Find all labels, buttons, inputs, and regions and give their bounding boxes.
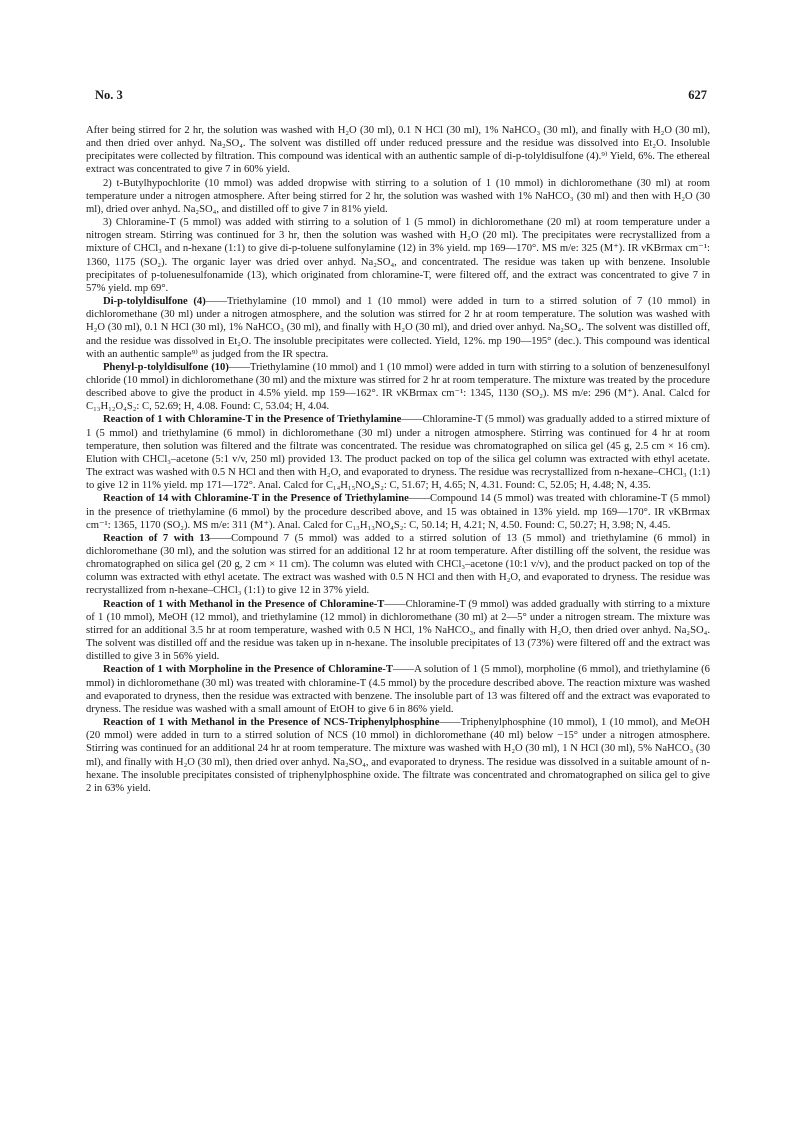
section-text: ——Triphenylphosphine (10 mmol), 1 (10 mmol), and MeOH (20 mmol) were added in turn to a stirred solution of NCS (10 mmol) in dichloromethane (40 ml) below −15° under a nitrogen atmosphere. Stirring was continued for an additional 24 hr at room temperature. The mixture was washed with H₂O (30 ml), 1 N HCl (30 ml), 5% NaHCO₃ (30 ml), and finally with H₂O (30 ml), then dried over anhyd. Na₂SO₄, and evaporated to dryness. The residue was dissolved in a suitable amount of n-hexane. The insoluble precipitates consisted of triphenylphosphine oxide. The filtrate was concentrated and chromatographed on silica gel to give 2 in 63% yield.: [86, 717, 711, 794]
section-heading: Reaction of 1 with Morpholine in the Presence of Chloramine-T: [102, 664, 393, 676]
article-body: [86, 124, 710, 795]
section-heading: Reaction of 7 with 13: [102, 532, 210, 544]
section-reaction-1-morpholine: [86, 663, 710, 716]
section-text: ——Compound 14 (5 mmol) was treated with chloramine-T (5 mmol) in the presence of triethylamine (6 mmol) by the procedure described above, and 15 was obtained in 13% yield. mp 169—170°. IR νKBrmax cm⁻¹: 1365, 1170 (SO₂). MS m/e: 311 (M⁺). Anal. Calcd for C₁₃H₁₃NO₄S₂: C, 50.14; H, 4.21; N, 4.50. Found: C, 50.27; H, 3.98; N, 4.45.: [86, 493, 710, 531]
section-heading: Reaction of 1 with Methanol in the Presence of NCS-Triphenylphosphine: [102, 717, 440, 729]
section-reaction-7-with-13: [86, 532, 710, 598]
section-di-p-tolyldisulfone: [86, 295, 710, 361]
section-text: ——Chloramine-T (5 mmol) was gradually added to a stirred mixture of 1 (5 mmol) and triethylamine (6 mmol) in dichloromethane (30 ml) under a nitrogen atmosphere. Stirring was continued for 4 hr at room temperature, then solution was filtered and the filtrate was concentrated. The residue was chromatographed on silica gel (45 g, 2.5 cm × 16 cm). Elution with CHCl₃–acetone (5:1 v/v, 250 ml) provided 13. The product packed on top of the silica gel column was extracted with ethyl acetate. The extract was washed with 0.5 N HCl and then with H₂O, and evaporated to dryness. The residue was recrystallized from n-hexane–CHCl₃ (1:1) to give 12 in 11% yield. mp 171—172°. Anal. Calcd for C₁₄H₁₅NO₄S₂: C, 51.67; H, 4.65; N, 4.31. Found: C, 52.05; H, 4.48; N, 4.35.: [86, 414, 711, 492]
section-heading: Reaction of 1 with Methanol in the Presence of Chloramine-T: [102, 598, 385, 610]
paragraph-continued: After being stirred for 2 hr, the solution was washed with H₂O (30 ml), 0.1 N HCl (30 ml), 1% NaHCO₃ (30 ml), and finally with H₂O (30 ml), and then dried over anhyd. Na₂SO₄. The solvent was distilled off under reduced pressure and the residue was dissolved into Et₂O. Insoluble precipitates were collected by filtration. This compound was identical with an authentic sample of di-p-tolyldisulfone (4).⁹⁾ Yield, 6%. The ethereal extract was concentrated to give 7 in 60% yield.: [86, 125, 710, 176]
section-heading: Reaction of 1 with Chloramine-T in the Presence of Triethylamine: [102, 414, 402, 426]
section-reaction-1-methanol-chloramine-t: [86, 598, 710, 664]
section-reaction-14-chloramine-t: [86, 492, 710, 531]
section-text: ——Compound 7 (5 mmol) was added to a stirred solution of 13 (5 mmol) and triethylamine (6 mmol) in dichloromethane (30 ml), and the solution was stirred for an additional 12 hr at room temperature. After distilling off the solvent, the residue was chromatographed on silica gel (20 g, 2 cm × 11 cm). The column was eluted with CHCl₃–acetone (10:1 v/v), and the product packed on top of the column was extracted with ethyl acetate. The extract was washed with 0.5 N HCl and then with H₂O, and evaporated to dryness. The residue was recrystallized from n-hexane–CHCl₃ (1:1) to give 12 in 37% yield.: [86, 532, 710, 597]
section-reaction-1-chloramine-t: [86, 413, 710, 492]
paragraph-method-3: 3) Chloramine-T (5 mmol) was added with stirring to a solution of 1 (5 mmol) in dichloromethane (20 ml) at room temperature under a nitrogen stream. Stirring was continued for 3 hr, then the solution was washed with H₂O (20 ml). The precipitates were recrystallized from a mixture of CHCl₃ and n-hexane (1:1) to give di-p-toluene sulfonylamine (12) in 3% yield. mp 169—170°. MS m/e: 325 (M⁺). IR νKBrmax cm⁻¹: 1360, 1175 (SO₂). The organic layer was dried over anhyd. Na₂SO₄, and concentrated. The residue was taken up with benzene. Insoluble precipitates of p-toluenesulfonamide (13), which originated from chloramine-T, were filtered off, and the extract was concentrated to give 7 in 57% yield. mp 69°.: [86, 217, 710, 294]
section-reaction-1-methanol-ncs: [86, 716, 710, 795]
section-heading: Reaction of 14 with Chloramine-T in the Presence of Triethylamine: [102, 493, 409, 505]
page-header: [95, 88, 707, 106]
section-text: ——Chloramine-T (9 mmol) was added gradually with stirring to a mixture of 1 (10 mmol), MeOH (12 mmol), and triethylamine (12 mmol) in dichloromethane (30 ml) at 2—5° under a nitrogen stream. The mixture was stirred for an additional 3.5 hr at room temperature, washed with 0.5 N HCl, 1% NaHCO₃, and finally with H₂O, then dried over anhyd. Na₂SO₄. The solvent was distilled off and the residue was taken up in n-hexane. The insoluble precipitates of 13 (73%) were filtered off and the extract was distilled to give 3 in 56% yield.: [86, 598, 711, 663]
section-heading: Di-p-tolyldisulfone (4): [102, 296, 206, 308]
paragraph-method-2: 2) t-Butylhypochlorite (10 mmol) was added dropwise with stirring to a solution of 1 (10 mmol) in dichloromethane (30 ml) at room temperature under a nitrogen atmosphere. After being stirred for 2 hr, the solution was washed with 1% NaHCO₃ (30 ml) and then with H₂O (30 ml), dried over anhyd. Na₂SO₄, and distilled off to give 7 in 81% yield.: [86, 177, 710, 215]
page-number: 627: [688, 88, 707, 102]
section-phenyl-p-tolyldisulfone: [86, 361, 710, 414]
section-text: ——Triethylamine (10 mmol) and 1 (10 mmol) were added in turn to a stirred solution of 7 (10 mmol) in dichloromethane (30 ml) under a nitrogen atmosphere, and the solution was stirred for 2 hr at room temperature. The solution was washed with H₂O (30 ml), 0.1 N HCl (30 ml), 1% NaHCO₃ (30 ml), and finally with H₂O (30 ml), and dried over anhyd. Na₂SO₄. The solvent was distilled off, and the residue was dissolved in Et₂O. The insoluble precipitates were collected. Yield, 12%. mp 190—195° (dec.). This compound was identical with an authentic sample⁹⁾ as judged from the IR spectra.: [86, 296, 710, 360]
section-text: ——Triethylamine (10 mmol) and 1 (10 mmol) were added in turn with stirring to a solution of benzenesulfonyl chloride (10 mmol) in dichloromethane (30 ml) and the mixture was stirred for 2 hr at room temperature. The mixture was treated by the procedure described above to give the product in 4.5% yield. mp 159—162°. IR νKBrmax cm⁻¹: 1345, 1130 (SO₂). MS m/e: 296 (M⁺). Anal. Calcd for C₁₃H₁₂O₄S₂: C, 52.69; H, 4.08. Found: C, 53.04; H, 4.04.: [86, 361, 710, 413]
section-heading: Phenyl-p-tolyldisulfone (10): [102, 361, 229, 373]
section-text: ——A solution of 1 (5 mmol), morpholine (6 mmol), and triethylamine (6 mmol) in dichloromethane (30 ml) was treated with chloramine-T (4.5 mmol) by the procedure described above. The reaction mixture was washed and evaporated to dryness, then the residue was extracted with benzene. The insoluble part of 13 was filtered off and the extract was evaporated to dryness. The residue was washed with a small amount of EtOH to give 6 in 86% yield.: [86, 664, 710, 715]
journal-issue: No. 3: [95, 88, 123, 102]
